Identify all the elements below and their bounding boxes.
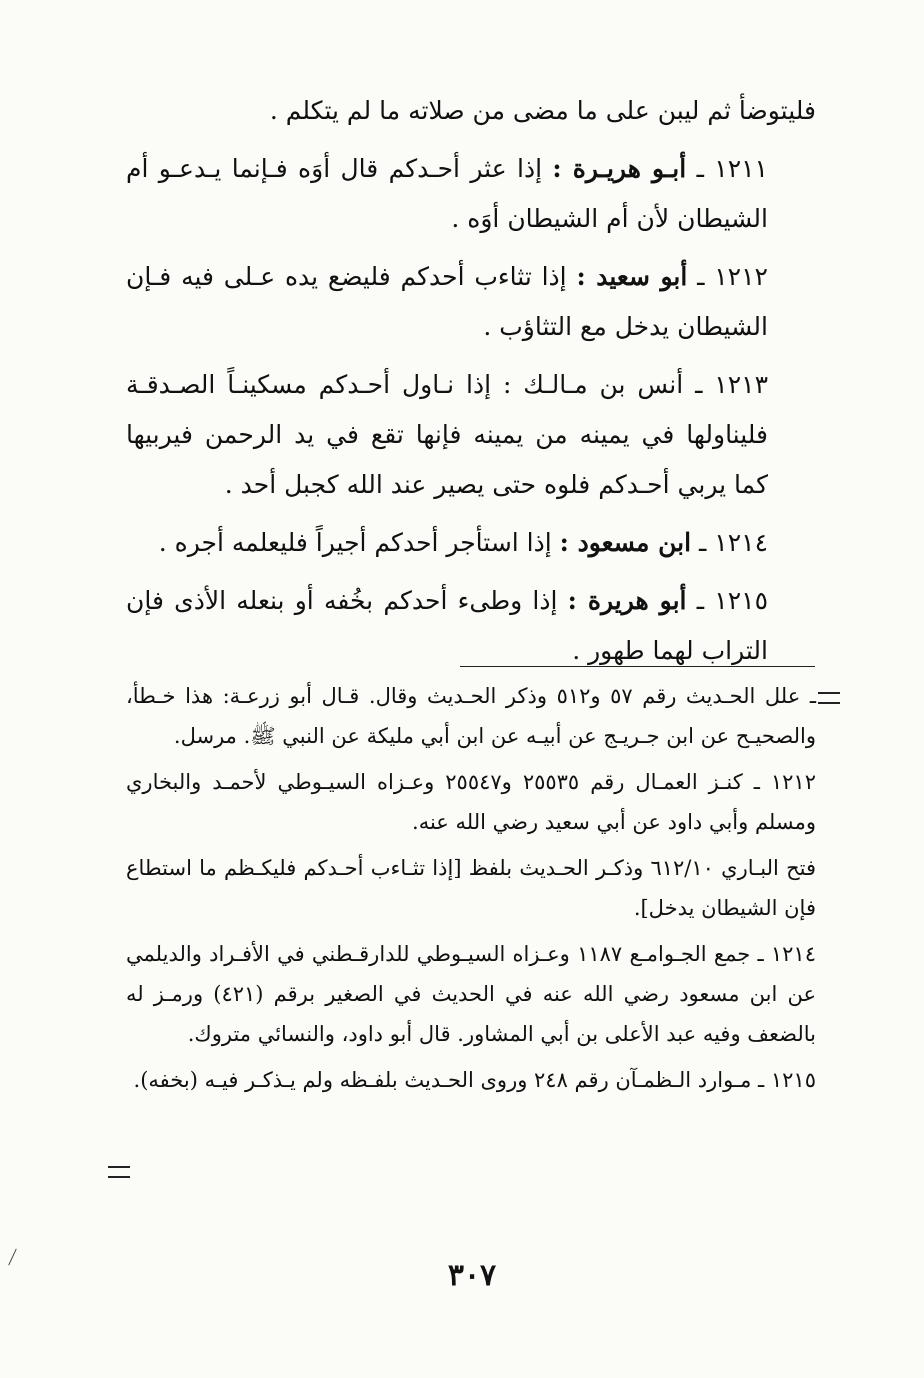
hadith-number: ١٢١١ ـ (696, 154, 768, 183)
footnote: ١٢١٢ ـ كنـز العمـال رقم ٢٥٥٣٥ و٢٥٥٤٧ وعـزاه السيـوطي لأحمـد والبخاري ومسلم وأبي داود عن أبي سعيد رضي الله عنه. (126, 770, 816, 834)
footnote-separator (460, 666, 815, 667)
hadith-narrator: أبو سعيد : (576, 262, 688, 291)
hadith-narrator: أبـو هريـرة : (552, 154, 687, 183)
hadith-text: إذا استأجر أحدكم أجيراً فليعلمه أجره . (158, 528, 552, 557)
hadith-number: ١٢١٢ ـ (697, 262, 768, 291)
hadith-1213 (126, 360, 816, 510)
hadith-number: ١٢١٤ ـ (699, 528, 768, 557)
main-text (126, 86, 816, 684)
hadith-text: إذا تثاءب أحدكم فليضع يده عـلى فيه فـإن الشيطان يدخل مع التثاؤب . (126, 262, 768, 341)
page-number: ٣٠٧ (447, 1258, 497, 1293)
continuation-line: فليتوضأ ثم ليبن على ما مضى من صلاته ما لم يتكلم . (269, 96, 816, 125)
hadith-1211 (126, 144, 816, 244)
footnote: ١٢١٤ ـ جمع الجـوامـع ١١٨٧ وعـزاه السيـوطي للدارقـطني في الأفـراد والديلمي عن ابن مسعود رضي الله عنه في الحديث في الصغير برقم (٤٢١) ورمـز له بالضعف وفيه عبد الأعلى بن أبي المشاور. قال أبو داود، والنسائي متروك. (126, 942, 816, 1046)
continuation-mark (818, 692, 840, 704)
footnotes (126, 676, 816, 1106)
hadith-text: إذا نـاول أحـدكم مسكينـاً الصـدقـة فليناولها في يمينه من يمينه فإنها تقع في يد الرحمن فيربيها كما يربي أحـدكم فلوه حتى يصير عند الله كجبل أحد . (126, 370, 768, 499)
hadith-narrator: أنس بن مـالـك : (502, 370, 684, 399)
hadith-narrator: ابن مسعود : (559, 528, 692, 557)
hadith-1215 (126, 576, 816, 676)
footnote: ـ علل الحـديث رقم ٥٧ و٥١٢ وذكر الحـديث وقال. قـال أبو زرعـة: هذا خـطأ، والصحيـح عن ابن جـريـج عن أبيـه عن ابن أبي مليكة عن النبي ﷺ. مرسل. (126, 684, 816, 748)
footnote: ١٢١٥ ـ مـوارد الـظمـآن رقم ٢٤٨ وروى الحـديث بلفـظه ولم يـذكـر فيـه (بخفه). (133, 1068, 816, 1092)
hadith-1212 (126, 252, 816, 352)
hadith-number: ١٢١٣ ـ (695, 370, 769, 399)
hadith-narrator: أبو هريرة : (567, 586, 687, 615)
continuation-mark (108, 1166, 130, 1178)
footnote: فتح البـاري ٦١٢/١٠ وذكـر الحـديث بلفظ [إذا تثـاءب أحـدكم فليكـظم ما استطاع فإن الشيطان يدخل]. (126, 856, 816, 920)
hadith-text: إذا عثر أحـدكم قال أوَه فـإنما يـدعـو أم الشيطان لأن أم الشيطان أوَه . (126, 154, 768, 233)
hadith-text: إذا وطىء أحدكم بخُفه أو بنعله الأذى فإن التراب لهما طهور . (126, 586, 768, 665)
hadith-number: ١٢١٥ ـ (696, 586, 769, 615)
hadith-1214 (126, 518, 816, 568)
scan-speck (8, 1249, 17, 1266)
